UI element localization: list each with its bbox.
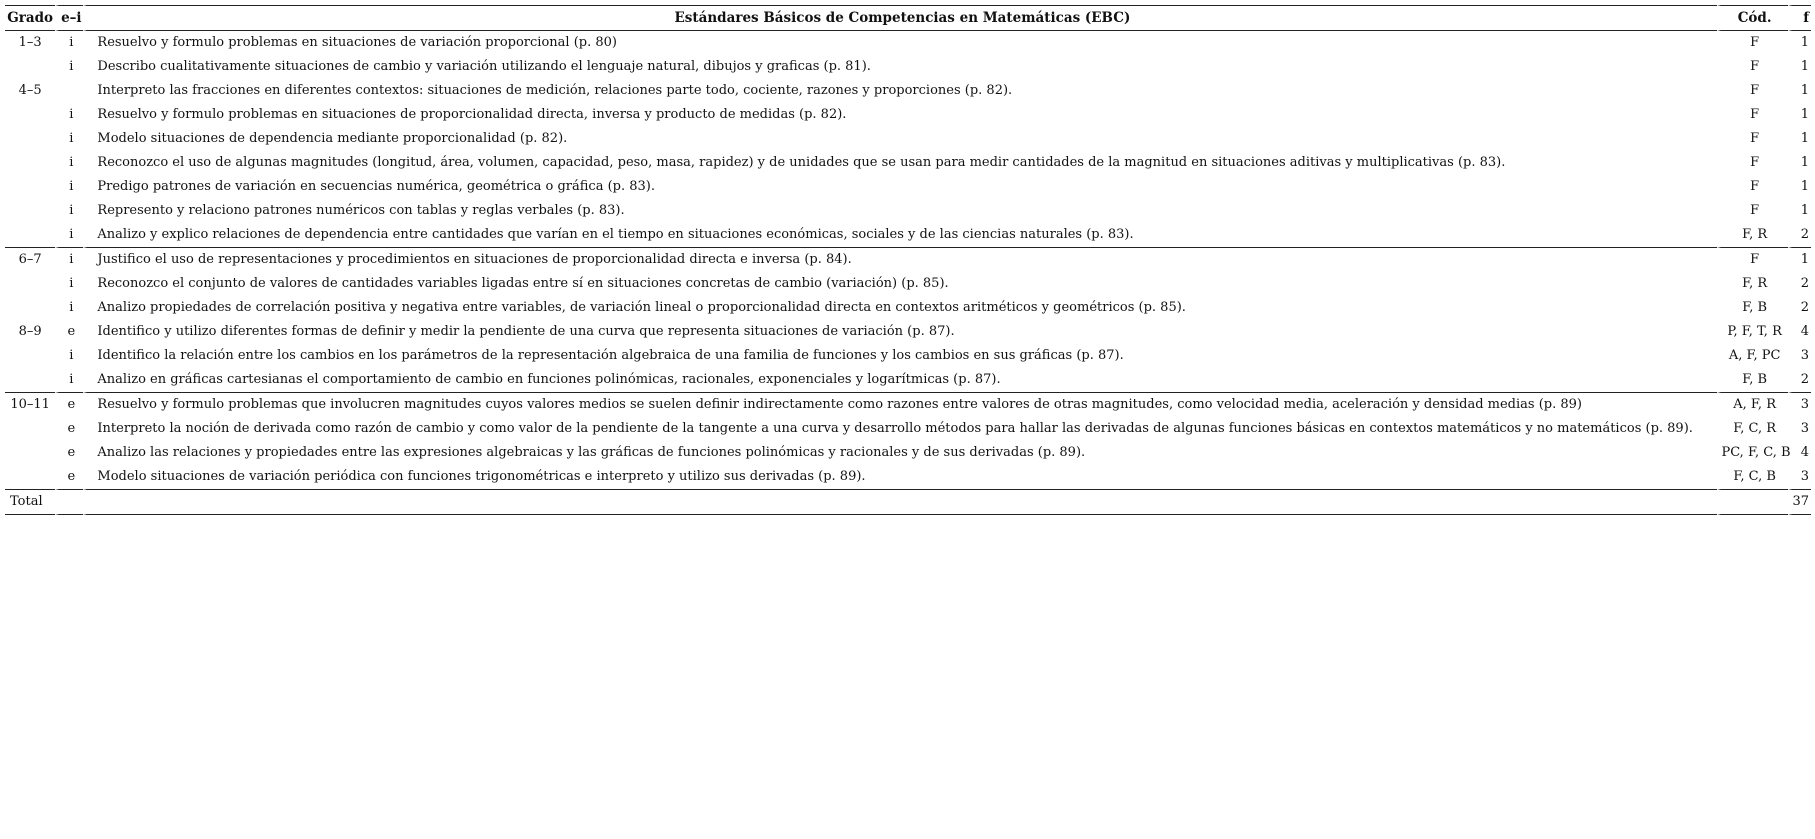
- cell-standard: Modelo situaciones de dependencia mediante proporcionalidad (p. 82).: [83, 127, 1717, 151]
- cell-cod: F: [1717, 103, 1787, 127]
- cell-cod: F, R: [1717, 223, 1787, 248]
- cell-f: 1: [1788, 31, 1811, 55]
- table-row: [5, 441, 1811, 465]
- table-row: [5, 465, 1811, 490]
- cell-ei: i: [55, 344, 83, 368]
- cell-ei: i: [55, 103, 83, 127]
- total-f: 37: [1788, 490, 1811, 515]
- cell-f: 1: [1788, 175, 1811, 199]
- cell-ei: i: [55, 368, 83, 393]
- table-row: [5, 199, 1811, 223]
- cell-f: 2: [1788, 272, 1811, 296]
- cell-cod: F, B: [1717, 368, 1787, 393]
- cell-f: 2: [1788, 368, 1811, 393]
- cell-cod: F: [1717, 127, 1787, 151]
- table-row: [5, 223, 1811, 248]
- header-row: [5, 5, 1811, 31]
- cell-standard: Analizo y explico relaciones de dependencia entre cantidades que varían en el tiempo en situaciones económicas, sociales y de las ciencias naturales (p. 83).: [83, 223, 1717, 248]
- cell-cod: A, F, PC: [1717, 344, 1787, 368]
- cell-grado: [5, 223, 55, 248]
- cell-f: 1: [1788, 199, 1811, 223]
- cell-f: 3: [1788, 465, 1811, 490]
- cell-grado: 1–3: [18, 35, 42, 50]
- cell-standard: Modelo situaciones de variación periódica con funciones trigonométricas e interpreto y utilizo sus derivadas (p. 89).: [83, 465, 1717, 490]
- cell-standard: Interpreto las fracciones en diferentes contextos: situaciones de medición, relaciones parte todo, cociente, razones y proporciones (p. 82).: [83, 79, 1717, 103]
- cell-f: 4: [1788, 320, 1811, 344]
- total-label: Total: [5, 490, 55, 515]
- cell-grado: [5, 296, 55, 320]
- cell-ei: i: [55, 175, 83, 199]
- table-row: [5, 151, 1811, 175]
- cell-grado: [5, 175, 55, 199]
- cell-cod: F, C, B: [1717, 465, 1787, 490]
- cell-f: 1: [1788, 55, 1811, 79]
- cell-f: 1: [1788, 79, 1811, 103]
- cell-f: 1: [1788, 103, 1811, 127]
- table-row: [5, 368, 1811, 393]
- cell-ei: i: [55, 248, 83, 272]
- header-cod: Cód.: [1717, 5, 1787, 31]
- cell-cod: F: [1717, 248, 1787, 272]
- total-row: [5, 490, 1811, 515]
- cell-cod: F: [1717, 79, 1787, 103]
- cell-grado: [5, 465, 55, 490]
- cell-ei: i: [55, 127, 83, 151]
- cell-grado: 10–11: [10, 397, 50, 412]
- cell-grado: [5, 55, 55, 79]
- cell-grado: [5, 127, 55, 151]
- cell-cod: F, C, R: [1717, 417, 1787, 441]
- cell-ei: i: [55, 272, 83, 296]
- cell-grado: 4–5: [18, 83, 42, 98]
- cell-ei: e: [55, 320, 83, 344]
- cell-cod: F, R: [1717, 272, 1787, 296]
- cell-f: 4: [1788, 441, 1811, 465]
- cell-grado: [5, 272, 55, 296]
- cell-grado: 8–9: [18, 324, 42, 339]
- cell-cod: F: [1717, 175, 1787, 199]
- cell-standard: Resuelvo y formulo problemas en situaciones de proporcionalidad directa, inversa y producto de medidas (p. 82).: [83, 103, 1717, 127]
- table-row: [5, 31, 1811, 55]
- cell-cod: F: [1717, 31, 1787, 55]
- cell-standard: Predigo patrones de variación en secuencias numérica, geométrica o gráfica (p. 83).: [83, 175, 1717, 199]
- cell-f: 1: [1788, 127, 1811, 151]
- cell-cod: A, F, R: [1717, 393, 1787, 417]
- cell-grado: [5, 417, 55, 441]
- cell-standard: Justifico el uso de representaciones y procedimientos en situaciones de proporcionalidad directa e inversa (p. 84).: [83, 248, 1717, 272]
- total-ei-empty: [55, 490, 83, 515]
- cell-standard: Analizo en gráficas cartesianas el comportamiento de cambio en funciones polinómicas, racionales, exponenciales y logarítmicas (p. 87).: [83, 368, 1717, 393]
- table-row: [5, 417, 1811, 441]
- cell-ei: i: [55, 199, 83, 223]
- total-standard-empty: [83, 490, 1717, 515]
- cell-standard: Resuelvo y formulo problemas en situaciones de variación proporcional (p. 80): [83, 31, 1717, 55]
- table-row: [5, 272, 1811, 296]
- cell-ei: i: [55, 31, 83, 55]
- cell-grado: 6–7: [18, 252, 42, 267]
- table-row: [5, 296, 1811, 320]
- cell-ei: i: [55, 55, 83, 79]
- cell-ei: e: [55, 417, 83, 441]
- cell-grado: [5, 151, 55, 175]
- cell-standard: Interpreto la noción de derivada como razón de cambio y como valor de la pendiente de la tangente a una curva y desarrollo métodos para hallar las derivadas de algunas funciones básicas en contextos matemáticos y no matemáticos (p. 89).: [83, 417, 1717, 441]
- cell-f: 1: [1788, 151, 1811, 175]
- cell-grado: [5, 441, 55, 465]
- cell-ei: e: [55, 465, 83, 490]
- cell-ei: e: [55, 441, 83, 465]
- cell-standard: Describo cualitativamente situaciones de cambio y variación utilizando el lenguaje natural, dibujos y graficas (p. 81).: [83, 55, 1717, 79]
- cell-standard: Identifico la relación entre los cambios en los parámetros de la representación algebraica de una familia de funciones y los cambios en sus gráficas (p. 87).: [83, 344, 1717, 368]
- cell-f: 2: [1788, 223, 1811, 248]
- table-row: [5, 103, 1811, 127]
- table-row: [5, 248, 1811, 272]
- cell-ei: i: [55, 296, 83, 320]
- table-row: [5, 320, 1811, 344]
- cell-cod: P, F, T, R: [1717, 320, 1787, 344]
- cell-f: 3: [1788, 417, 1811, 441]
- table-row: [5, 127, 1811, 151]
- cell-ei: [55, 79, 83, 103]
- standards-table: [5, 5, 1811, 515]
- header-grado: Grado: [5, 5, 55, 31]
- table-row: [5, 55, 1811, 79]
- cell-grado: [5, 103, 55, 127]
- cell-standard: Resuelvo y formulo problemas que involucren magnitudes cuyos valores medios se suelen definir indirectamente como razones entre valores de otras magnitudes, como velocidad media, aceleración y densidad medias (p. 89): [83, 393, 1717, 417]
- cell-standard: Reconozco el conjunto de valores de cantidades variables ligadas entre sí en situaciones concretas de cambio (variación) (p. 85).: [83, 272, 1717, 296]
- cell-cod: F: [1717, 55, 1787, 79]
- standards-table-container: [5, 5, 1811, 515]
- cell-ei: i: [55, 151, 83, 175]
- header-ei: e–i: [55, 5, 83, 31]
- cell-cod: F, B: [1717, 296, 1787, 320]
- table-body: [5, 31, 1811, 515]
- cell-standard: Represento y relaciono patrones numéricos con tablas y reglas verbales (p. 83).: [83, 199, 1717, 223]
- table-row: [5, 393, 1811, 417]
- cell-standard: Analizo las relaciones y propiedades entre las expresiones algebraicas y las gráficas de funciones polinómicas y racionales y de sus derivadas (p. 89).: [83, 441, 1717, 465]
- table-row: [5, 175, 1811, 199]
- cell-standard: Reconozco el uso de algunas magnitudes (longitud, área, volumen, capacidad, peso, masa, rapidez) y de unidades que se usan para medir cantidades de la magnitud en situaciones aditivas y multiplicativas (p. 83).: [83, 151, 1717, 175]
- cell-grado: [5, 344, 55, 368]
- header-f: f: [1788, 5, 1811, 31]
- cell-cod: F: [1717, 151, 1787, 175]
- cell-ei: i: [55, 223, 83, 248]
- cell-ei: e: [55, 393, 83, 417]
- table-row: [5, 344, 1811, 368]
- cell-standard: Identifico y utilizo diferentes formas de definir y medir la pendiente de una curva que representa situaciones de variación (p. 87).: [83, 320, 1717, 344]
- cell-standard: Analizo propiedades de correlación positiva y negativa entre variables, de variación lineal o proporcionalidad directa en contextos aritméticos y geométricos (p. 85).: [83, 296, 1717, 320]
- cell-grado: [5, 368, 55, 393]
- total-cod-empty: [1717, 490, 1787, 515]
- cell-cod: PC, F, C, B: [1717, 441, 1787, 465]
- cell-f: 3: [1788, 344, 1811, 368]
- table-row: [5, 79, 1811, 103]
- cell-f: 3: [1788, 393, 1811, 417]
- header-standard: Estándares Básicos de Competencias en Matemáticas (EBC): [83, 5, 1717, 31]
- cell-cod: F: [1717, 199, 1787, 223]
- cell-f: 1: [1788, 248, 1811, 272]
- cell-grado: [5, 199, 55, 223]
- cell-f: 2: [1788, 296, 1811, 320]
